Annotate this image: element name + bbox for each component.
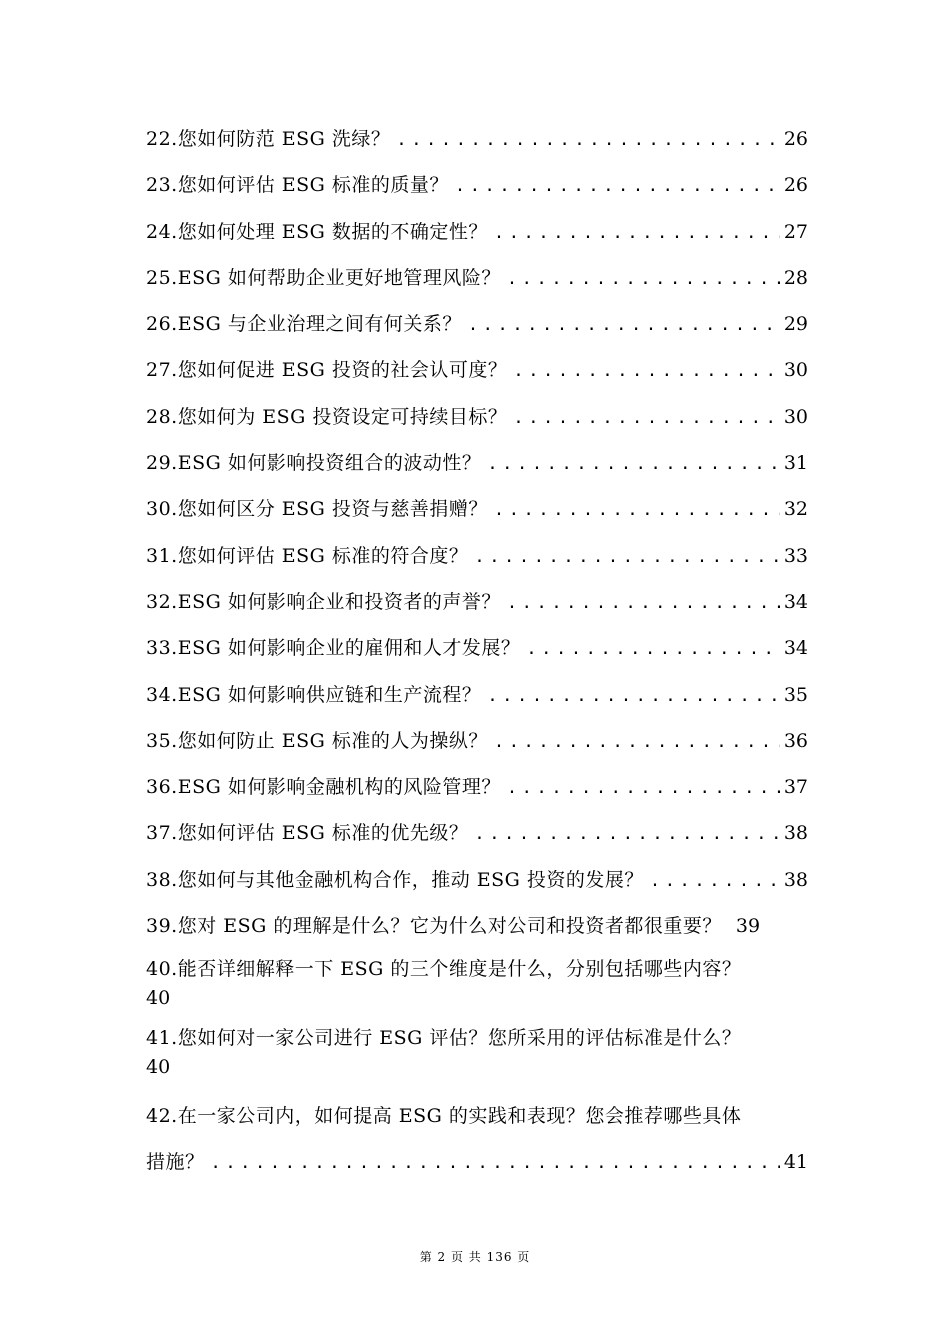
toc-entry-41[interactable] <box>146 1024 808 1093</box>
toc-entry-continuation <box>146 1139 808 1186</box>
toc-entry-page: 28 <box>783 266 808 289</box>
toc-entry-29[interactable] <box>146 446 808 492</box>
toc-entry-page: 31 <box>783 452 808 475</box>
toc-leader-dots <box>211 1140 780 1186</box>
toc-entry-title: 39.您对 ESG 的理解是什么？它为什么对公司和投资者都很重要？ <box>146 915 722 938</box>
toc-entry-title: 42.在一家公司内，如何提高 ESG 的实践和表现？您会推荐哪些具体 <box>146 1105 742 1128</box>
toc-entry-34[interactable] <box>146 678 808 724</box>
toc-entry-title: 35.您如何防止 ESG 标准的人为操纵？ <box>146 729 488 752</box>
toc-entry-33[interactable] <box>146 631 808 677</box>
toc-entry-title: 37.您如何评估 ESG 标准的优先级？ <box>146 822 469 845</box>
toc-leader-dots <box>513 354 779 388</box>
toc-entry-page: 35 <box>783 683 808 706</box>
toc-entry-37[interactable] <box>146 816 808 862</box>
toc-entry-35[interactable] <box>146 724 808 770</box>
toc-entry-page: 37 <box>783 776 808 799</box>
toc-entry-page: 33 <box>783 544 808 567</box>
toc-entry-page: 41 <box>783 1151 808 1174</box>
toc-entry-31[interactable] <box>146 539 808 585</box>
toc-leader-dots <box>468 308 780 342</box>
toc-entry-title: 40.能否详细解释一下 ESG 的三个维度是什么，分别包括哪些内容？ <box>146 958 742 981</box>
toc-leader-dots <box>487 679 779 713</box>
toc-entry-25[interactable] <box>146 261 808 307</box>
toc-entry-30[interactable] <box>146 492 808 538</box>
toc-leader-dots <box>507 262 780 296</box>
toc-entry-title: 25.ESG 如何帮助企业更好地管理风险？ <box>146 266 501 289</box>
toc-entry-27[interactable] <box>146 353 808 399</box>
toc-leader-dots <box>494 216 780 250</box>
toc-entry-title: 38.您如何与其他金融机构合作，推动 ESG 投资的发展？ <box>146 868 644 891</box>
toc-entry-page: 38 <box>783 822 808 845</box>
toc-entry-page: 40 <box>146 987 171 1010</box>
toc-entry-title: 33.ESG 如何影响企业的雇佣和人才发展？ <box>146 637 521 660</box>
toc-entry-title: 32.ESG 如何影响企业和投资者的声誉？ <box>146 590 501 613</box>
toc-entry-title: 31.您如何评估 ESG 标准的符合度？ <box>146 544 469 567</box>
toc-entry-page: 39 <box>735 915 761 938</box>
toc-leader-dots <box>487 447 779 481</box>
toc-entry-page: 30 <box>783 405 808 428</box>
toc-leader-dots <box>396 123 779 157</box>
toc-entry-page: 34 <box>783 637 808 660</box>
toc-entry-page: 29 <box>783 313 808 336</box>
toc-entry-26[interactable] <box>146 307 808 353</box>
page-footer: 第 2 页 共 136 页 <box>419 1250 531 1264</box>
toc-leader-dots <box>455 169 780 203</box>
toc-entry-38[interactable] <box>146 863 808 909</box>
toc-entry-title: 22.您如何防范 ESG 洗绿？ <box>146 128 391 150</box>
toc-leader-dots <box>474 540 779 574</box>
toc-entry-28[interactable] <box>146 400 808 446</box>
toc-entry-page: 36 <box>783 729 808 752</box>
toc-entry-title: 34.ESG 如何影响供应链和生产流程？ <box>146 683 482 706</box>
table-of-contents <box>146 122 808 1185</box>
toc-entry-title-continued: 措施？ <box>146 1151 205 1174</box>
toc-entry-42[interactable] <box>146 1093 808 1185</box>
toc-entry-title: 23.您如何评估 ESG 标准的质量？ <box>146 174 449 197</box>
toc-entry-22[interactable] <box>146 122 808 168</box>
toc-entry-page: 30 <box>783 359 808 382</box>
toc-leader-dots <box>513 401 779 435</box>
toc-leader-dots <box>494 725 780 759</box>
toc-entry-39[interactable] <box>146 909 808 955</box>
toc-entry-page: 34 <box>783 590 808 613</box>
toc-entry-32[interactable] <box>146 585 808 631</box>
toc-leader-dots <box>507 771 780 805</box>
toc-entry-title: 29.ESG 如何影响投资组合的波动性？ <box>146 452 482 475</box>
toc-entry-40[interactable] <box>146 955 808 1024</box>
toc-entry-page: 32 <box>783 498 808 521</box>
toc-entry-title: 41.您如何对一家公司进行 ESG 评估？您所采用的评估标准是什么？ <box>146 1027 742 1050</box>
toc-leader-dots <box>526 632 779 666</box>
toc-entry-page: 26 <box>783 128 808 150</box>
toc-leader-dots <box>650 864 780 898</box>
toc-entry-page: 27 <box>783 220 808 243</box>
toc-entry-page: 26 <box>783 174 808 197</box>
toc-entry-page: 38 <box>783 868 808 891</box>
toc-entry-36[interactable] <box>146 770 808 816</box>
toc-leader-dots <box>494 493 780 527</box>
toc-leader-dots <box>507 586 780 620</box>
toc-leader-dots <box>474 817 779 851</box>
toc-entry-title: 26.ESG 与企业治理之间有何关系？ <box>146 313 462 336</box>
toc-entry-title: 36.ESG 如何影响金融机构的风险管理？ <box>146 776 501 799</box>
toc-entry-title: 30.您如何区分 ESG 投资与慈善捐赠？ <box>146 498 488 521</box>
toc-entry-24[interactable] <box>146 215 808 261</box>
toc-entry-title: 27.您如何促进 ESG 投资的社会认可度？ <box>146 359 508 382</box>
toc-entry-title: 28.您如何为 ESG 投资设定可持续目标？ <box>146 405 508 428</box>
toc-entry-23[interactable] <box>146 168 808 214</box>
toc-entry-page: 40 <box>146 1056 171 1079</box>
toc-entry-title: 24.您如何处理 ESG 数据的不确定性？ <box>146 220 488 243</box>
